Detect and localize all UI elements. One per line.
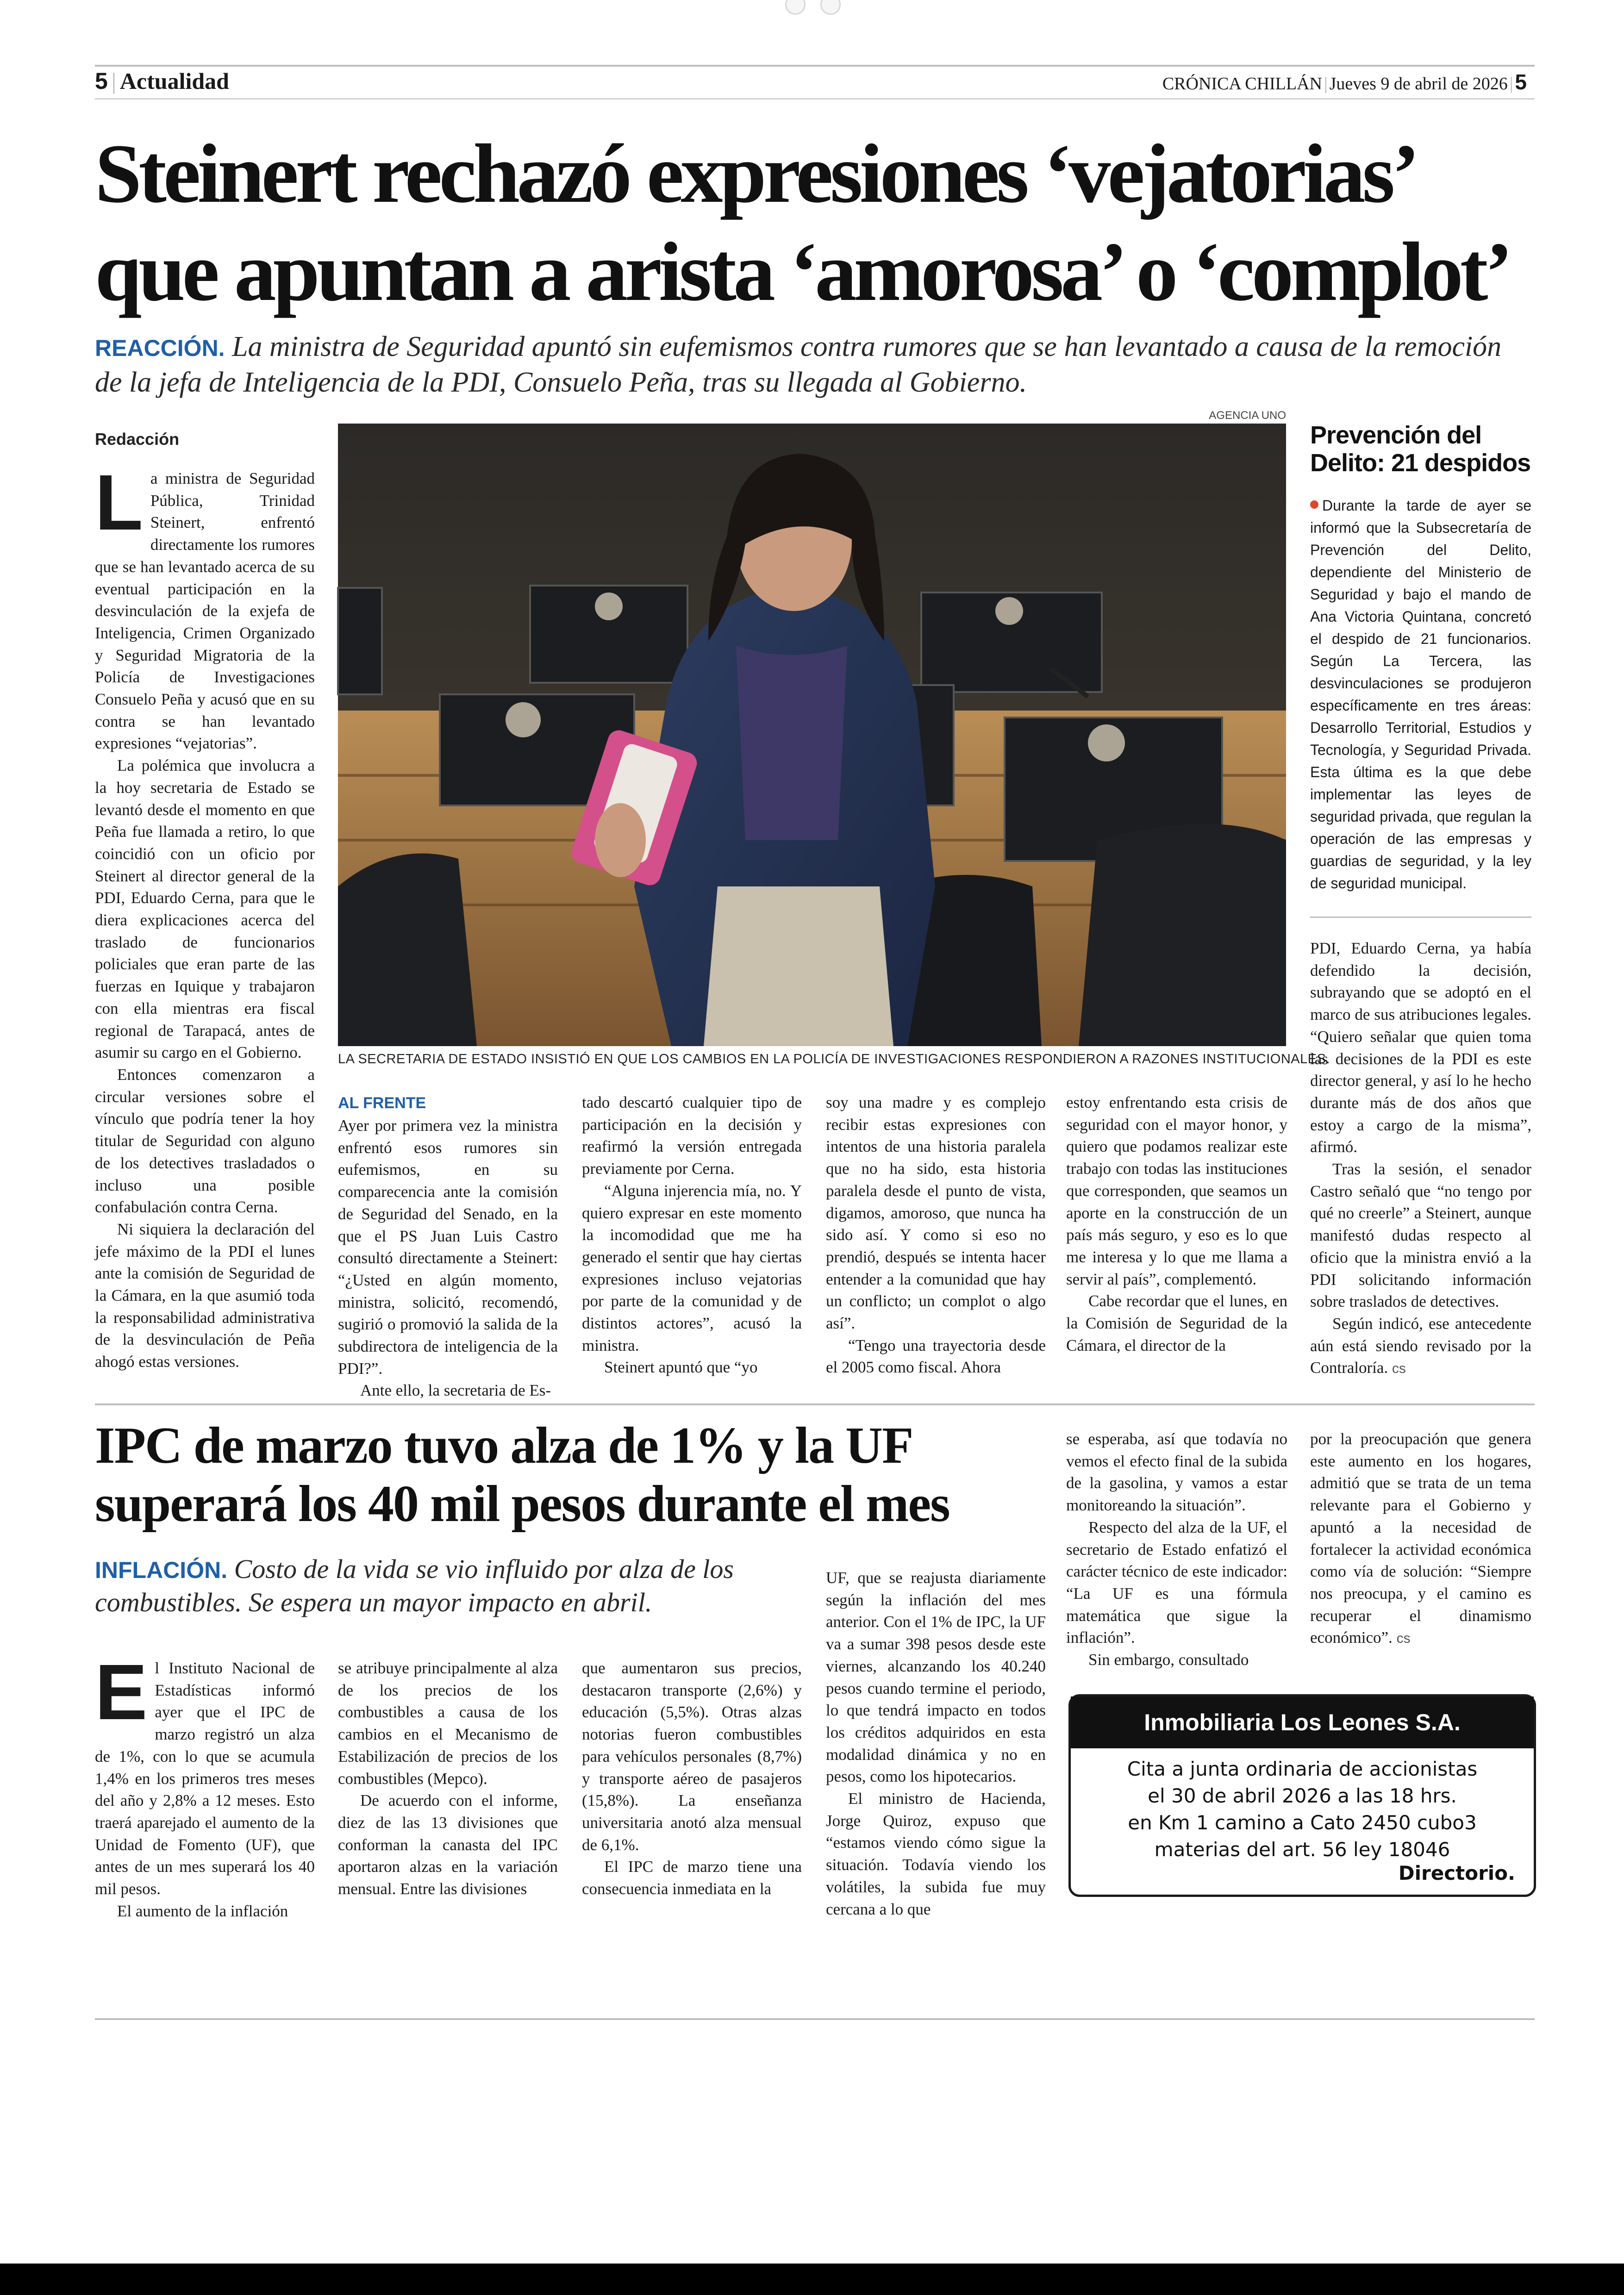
subhead-al-frente: AL FRENTE (338, 1094, 426, 1112)
sidebar-title: Prevención del Delito: 21 despidos (1310, 421, 1531, 477)
page-number: 5 (95, 68, 108, 94)
article1-kicker: REACCIÓN. (95, 335, 225, 361)
photo-credit: AGENCIA UNO (1209, 409, 1286, 422)
ad-signature: Directorio. (1398, 1862, 1515, 1884)
footer-rule (95, 2018, 1535, 2020)
article2-deck-text: Costo de la vida se vio influido por alza de los combustibles. Se espera un mayor impacto en abril. (95, 1554, 734, 1617)
classified-ad[interactable] (1068, 1694, 1536, 1897)
article1-column-4: soy una madre y es complejo recibir estas expresiones con intentos de una historia paralela que no ha sido, esta historia paralela desde el punto de vista, digamos, amoroso, que nunca ha sido así. Y como si eso no prendió, después se intenta hacer entender a la comunidad que hay un conflicto; un complot o algo así”. “Tengo una trayectoria desde el 2005 como fiscal. Ahora (826, 1093, 1046, 1377)
ad-title: Inmobiliaria Los Leones S.A. (1071, 1696, 1534, 1748)
issue-date: Jueves 9 de abril de 2026 (1329, 74, 1508, 94)
article1-column-3: tado descartó cualquier tipo de participación en la decisión y reafirmó la versión entregada previamente por Cerna. “Alguna injerencia mía, no. Y quiero expresar en este momento la incomodidad que me ha generado el sentir que hay ciertas expresiones incluso vejatorias por parte de la comunidad y de distintos actores”, acusó la ministra. Steinert apuntó que “yo (582, 1093, 802, 1377)
sidebar-body: Durante la tarde de ayer se informó que la Subsecretaría de Prevención del Delito, dependiente del Ministerio de Seguridad y bajo el mando de Ana Victoria Quintana, concretó el despido de 21 funcionarios. Según La Tercera, las desvinculaciones se produjeron específicamente en tres áreas: Desarrollo Territorial, Estudios y Tecnología, y Seguridad Privada. Esta última es la que debe implementar las leyes de seguridad privada, que regulan la operación de las empresas y guardias de seguridad, y la ley de seguridad municipal. (1310, 497, 1531, 892)
page-number-right: 5 (1515, 70, 1527, 94)
article2-column-2: se atribuye principalmente al alza de los precios de los combustibles a causa de los cambios en el Mecanismo de Estabilización de precios de los combustibles (Mepco). De acuerdo con el informe, diez de las 13 divisiones que conforman la canasta del IPC aportaron alzas en la variación mensual. Entre las divisiones (338, 1659, 558, 1898)
article1-headline-line2: que apuntan a arista ‘amorosa’ o ‘complot’ (95, 225, 1510, 318)
article1-photo[interactable] (338, 424, 1286, 1046)
article1-column-6: PDI, Eduardo Cerna, ya había defendido la decisión, subrayando que se adoptó en el marco de sus atribuciones legales. “Quiero señalar que quien toma las decisiones de la PDI es este director general, y así lo he hecho durante más de dos años que estoy a cargo de la misma”, afirmó. Tras la sesión, el senador Castro señaló que “no tengo por qué no creerle” a Steinert, aunque manifestó dudas respecto al oficio que la ministra envió a la PDI solicitando información sobre traslados de detectives. Según indicó, ese antecedente aún está siendo revisado por la Contraloría. cs (1310, 939, 1531, 1377)
dropcap: E (95, 1648, 148, 1736)
article2-column-4: UF, que se reajusta diariamente según la inflación del mes anterior. Con el 1% de IPC, la UF va a sumar 398 pesos desde este viernes, alcanzando los 40.240 pesos cuando termine el periodo, lo que tendrá impacto en todos los créditos adquiridos en esta modalidad dinámica y no en pesos, como los hipotecarios. El ministro de Hacienda, Jorge Quiroz, expuso que “estamos viendo cómo sigue la situación. Todavía viendo los volátiles, la subida fue muy cercana a lo que (826, 1569, 1046, 1918)
article1-column-1: La ministra de Seguridad Pública, Trinidad Steinert, enfrentó directamente los rumores que se han levantado acerca de su eventual participación en la desvinculación de la exjefa de Inteligencia, Crimen Organizado y Seguridad Migratoria de la Policía de Investigaciones Consuelo Peña y acusó que en su contra se han levantado expresiones “vejatorias”. La polémica que involucra a la hoy secretaria de Estado se levantó desde el momento en que Peña fue llamada a retiro, lo que coincidió con un oficio por Steinert al director general de la PDI, Eduardo Cerna, para que le diera explicaciones acerca del traslado de funcionarios policiales que eran parte de las fuerzas en Iquique y trabajaron con ella mientras era fiscal regional de Tarapacá, antes de asumir su cargo en el Gobierno. Entonces comenzaron a circular versiones sobre el vínculo que podría tener la hoy titular de Seguridad con alguno de los detectives trasladados o incluso una posible confabulación contra Cerna. Ni siquiera la declaración del jefe máximo de la PDI el lunes ante la comisión de Seguridad de la Cámara, en la que asumió toda la responsabilidad administrativa de la desvinculación de Peña ahogó estas versiones. (95, 459, 315, 1371)
article1-headline (95, 125, 1535, 321)
article1-deck-text: La ministra de Seguridad apuntó sin eufemismos contra rumores que se han levantado a causa de la remoción de la jefa de Inteligencia de la PDI, Consuelo Peña, tras su llegada al Gobierno. (95, 331, 1502, 398)
article-separator (95, 1403, 1535, 1405)
section-name: Actualidad (119, 68, 229, 94)
header-top-rule (95, 65, 1535, 67)
header-bottom-rule (95, 98, 1535, 100)
end-mark-icon: cs (1396, 1631, 1411, 1646)
article1-column-5: estoy enfrentando esta crisis de seguridad con el mayor honor, y quiero que podamos realizar este trabajo con todas las instituciones que corresponden, que seamos un aporte en la construcción de un país más seguro, y eso es lo que me interesa y lo que me llama a servir al país”, complementó. Cabe recordar que el lunes, en la Comisión de Seguridad de la Cámara, el director de la (1066, 1093, 1287, 1354)
article2-headline: IPC de marzo tuvo alza de 1% y la UF superará los 40 mil pesos durante el mes (95, 1417, 949, 1533)
sidebar-rule (1310, 917, 1531, 918)
newspaper-name: CRÓNICA CHILLÁN (1162, 74, 1322, 94)
article1-headline-line1: Steinert rechazó expresiones ‘vejatorias’ (95, 127, 1417, 220)
bullet-icon (1310, 500, 1318, 509)
page-indicator-dot[interactable] (785, 0, 806, 15)
ad-body: Cita a junta ordinaria de accionistas el 30 de abril 2026 a las 18 hrs. en Km 1 camino a Cato 2450 cubo3 materias del art. 56 ley 18046 (1127, 1758, 1478, 1861)
article2-column-3: que aumentaron sus precios, destacaron transporte (2,6%) y educación (5,5%). Otras alzas notorias fueron combustibles para vehículos personales (8,7%) y transporte aéreo de pasajeros (15,8%). La enseñanza universitaria anotó alza mensual de 6,1%. El IPC de marzo tiene una consecuencia inmediata en la (582, 1659, 802, 1898)
article2-column-5: se esperaba, así que todavía no vemos el efecto final de la subida de la gasolina, y vamos a estar monitoreando la situación”. Respecto del alza de la UF, el secretario de Estado enfatizó el carácter técnico de este indicador: “La UF es una fórmula matemática que sigue la inflación”. Sin embargo, consultado (1066, 1430, 1287, 1669)
bottom-black-bar (0, 2264, 1624, 2295)
byline: Redacción (95, 430, 180, 449)
end-mark-icon: cs (1392, 1361, 1406, 1377)
photo-caption: LA SECRETARIA DE ESTADO INSISTIÓ EN QUE LOS CAMBIOS EN LA POLICÍA DE INVESTIGACIONES RESPONDIERON A RAZONES INSTITUCIONALES. (338, 1052, 1330, 1066)
article1-deck (95, 330, 1535, 399)
photo-illustration (338, 424, 1286, 1046)
masthead-info: CRÓNICA CHILLÁN | Jueves 9 de abril de 2026 |5 (1162, 70, 1527, 94)
dropcap: L (95, 459, 143, 547)
article2-deck (95, 1553, 836, 1619)
article1-column-2: AL FRENTE Ayer por primera vez la ministra enfrentó esos rumores sin eufemismos, en su comparecencia ante la comisión de Seguridad del Senado, en la que el PS Juan Luis Castro consultó directamente a Steinert: “¿Usted en algún momento, ministra, solicitó, recomendó, sugirió o promovió la salida de la subdirectora de inteligencia de la PDI?”. Ante ello, la secretaria de Es- (338, 1091, 558, 1390)
page-indicator-dot[interactable] (820, 0, 841, 15)
section-header: 5 | Actualidad (95, 68, 229, 94)
article2-column-6: por la preocupación que genera este aumento en los hogares, admitió que se trata de un tema relevante para el Gobierno y apuntó a la necesidad de fortalecer la actividad económica como vía de solución: “Siempre nos preocupa, y el camino es recuperar el dinamismo económico”. cs (1310, 1430, 1531, 1647)
article2-column-1: El Instituto Nacional de Estadísticas informó ayer que el IPC de marzo registró un alza de 1%, con lo que se acumula 1,4% en los primeros tres meses del año y 2,8% a 12 meses. Esto traerá aparejado el aumento de la Unidad de Fomento (UF), que antes de un mes superará los 40 mil pesos. El aumento de la inflación (95, 1648, 315, 1920)
article2-kicker: INFLACIÓN. (95, 1557, 228, 1583)
